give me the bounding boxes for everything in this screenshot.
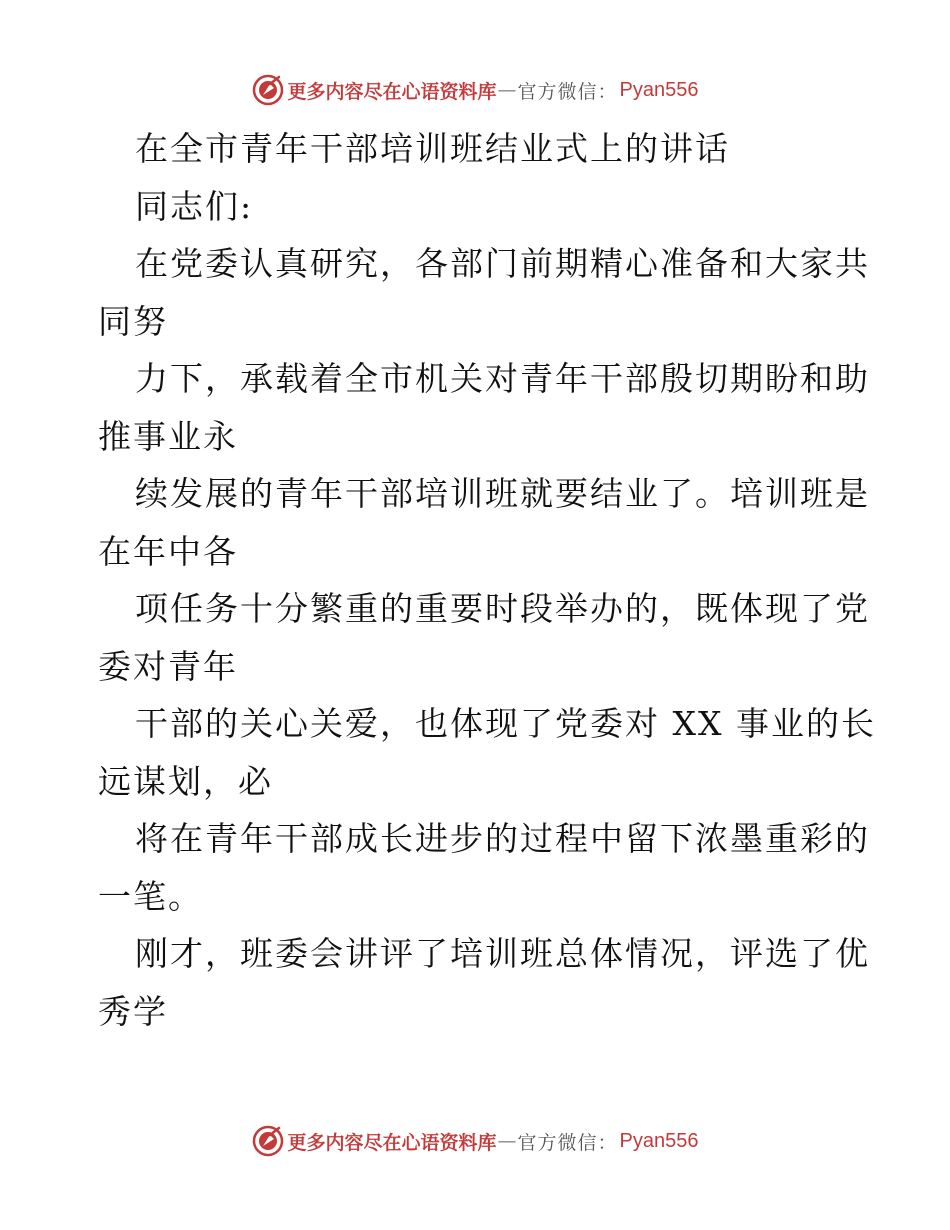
paragraph-line: 在党委认真研究，各部门前期精心准备和大家共: [135, 244, 870, 283]
salutation: 同志们:: [135, 186, 254, 226]
footer-banner-text: 更多内容尽在心语资料库: [287, 1131, 497, 1154]
paragraph-line: 一笔。: [98, 876, 203, 916]
document-body: [98, 120, 876, 1040]
header-wechat-label: 官方微信：: [517, 80, 618, 103]
paragraph-line: 项任务十分繁重的重要时段举办的，既体现了党: [135, 589, 870, 628]
header-banner: [0, 73, 950, 107]
paragraph-line: 秀学: [98, 991, 168, 1031]
paragraph-line: 同努: [98, 301, 168, 341]
document-title: 在全市青年干部培训班结业式上的讲话: [135, 129, 730, 168]
header-banner-text: 更多内容尽在心语资料库: [287, 80, 497, 103]
footer-banner-dash: —: [497, 1130, 517, 1152]
paragraph-line: 远谋划，必: [98, 761, 273, 801]
paragraph-line: 将在青年干部成长进步的过程中留下浓墨重彩的: [135, 819, 870, 858]
footer-wechat-id: Pyan556: [619, 1129, 699, 1152]
paragraph-line: 干部的关心关爱，也体现了党委对 XX 事业的长: [135, 704, 876, 743]
paragraph-line: 刚才，班委会讲评了培训班总体情况，评选了优: [135, 934, 870, 973]
paragraph-line: 续发展的青年干部培训班就要结业了。培训班是: [135, 474, 870, 513]
paragraph-line: 在年中各: [98, 531, 238, 571]
footer-wechat-label: 官方微信：: [517, 1131, 618, 1154]
header-banner-dash: —: [497, 79, 517, 101]
paragraph-line: 委对青年: [98, 646, 238, 686]
pen-nib-logo-icon: [252, 74, 284, 106]
footer-banner: [0, 1124, 950, 1158]
header-wechat-id: Pyan556: [619, 78, 699, 101]
paragraph-line: 力下，承载着全市机关对青年干部殷切期盼和助: [135, 359, 870, 398]
pen-nib-logo-icon: [252, 1125, 284, 1157]
paragraph-line: 推事业永: [98, 416, 238, 456]
